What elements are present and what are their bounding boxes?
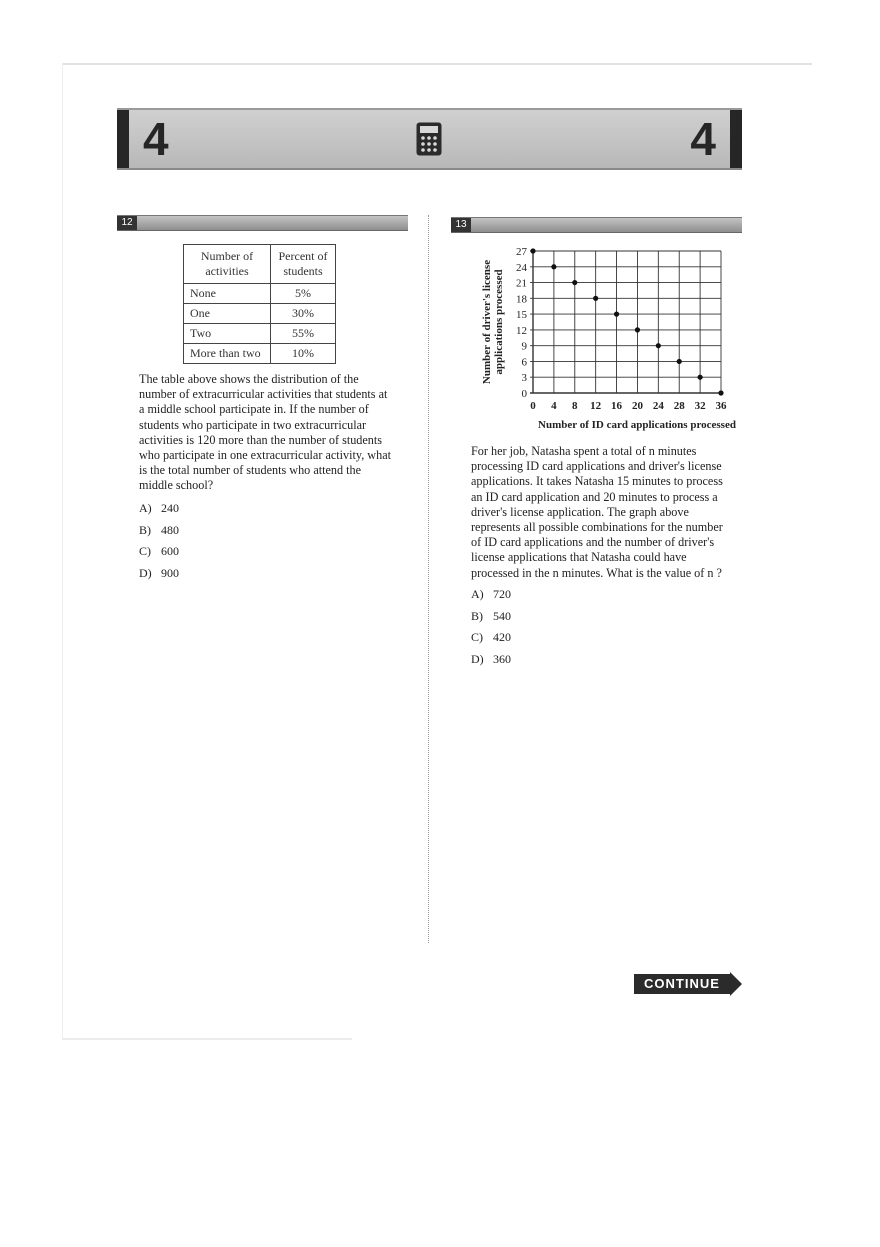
choice-value: 360 [493, 651, 511, 666]
y-tick-label: 15 [516, 309, 527, 322]
choice-value: 420 [493, 630, 511, 645]
y-tick-label: 27 [516, 246, 527, 258]
question-12-choices [139, 500, 179, 586]
activities-cell: None [184, 284, 271, 304]
question-12-text [139, 372, 409, 494]
x-tick-label: 28 [673, 400, 685, 412]
page-top-rule [62, 63, 812, 65]
data-point [530, 248, 535, 253]
choice-letter: C) [471, 630, 483, 645]
text-line: number of extracurricular activities that students at [139, 387, 388, 402]
banner-left-bar [117, 110, 129, 168]
choice-letter: A) [139, 501, 152, 515]
question-13-choices [471, 586, 511, 672]
calculator-icon [416, 122, 442, 156]
column-header-percent: Percent of students [271, 245, 336, 284]
data-point [572, 280, 577, 285]
continue-button[interactable] [634, 972, 746, 996]
percent-cell: 10% [271, 344, 336, 364]
x-tick-label: 16 [611, 400, 623, 412]
answer-choice-d[interactable] [139, 565, 179, 587]
answer-choice-a[interactable] [471, 586, 511, 608]
choice-letter: A) [471, 587, 484, 601]
text-line: processed in the n minutes. What is the value of n ? [471, 565, 722, 580]
section-banner [117, 108, 742, 170]
choice-letter: C) [139, 544, 151, 559]
table-row [184, 344, 336, 364]
text-line: license applications that Natasha could have [471, 550, 687, 565]
data-point [677, 359, 682, 364]
question-13-header [451, 217, 742, 233]
question-13-text [471, 444, 746, 581]
text-line: applications. It takes Natasha 15 minutes to process [471, 474, 723, 489]
text-line: who participate in one extracurricular activity, what [139, 448, 391, 463]
text-line: driver's license application. The graph above [471, 504, 689, 519]
choice-value: 900 [161, 565, 179, 580]
y-tick-label: 3 [521, 372, 527, 385]
x-axis-label: Number of ID card applications processed [538, 419, 736, 431]
choice-value: 540 [493, 608, 511, 623]
text-line: students who participate in two extracurricular [139, 417, 367, 432]
question-12-number: 12 [117, 216, 137, 230]
data-point [656, 343, 661, 348]
activities-table [183, 244, 336, 364]
y-tick-label: 24 [516, 261, 527, 274]
choice-value: 600 [161, 544, 179, 559]
text-line: For her job, Natasha spent a total of n minutes [471, 444, 697, 458]
page-left-rule [62, 63, 63, 1038]
choice-value: 240 [161, 501, 179, 515]
x-tick-label: 4 [551, 400, 557, 412]
answer-choice-c[interactable] [471, 629, 511, 651]
activities-cell: One [184, 304, 271, 324]
column-divider [428, 215, 429, 943]
choice-letter: D) [471, 651, 484, 666]
y-axis-label: Number of driver's licenseapplications processed [481, 259, 505, 385]
y-tick-label: 6 [521, 356, 527, 369]
data-point [551, 264, 556, 269]
x-tick-label: 8 [572, 400, 578, 412]
text-line: is the total number of students who attend the [139, 463, 362, 478]
y-tick-label: 12 [516, 324, 527, 337]
y-tick-label: 0 [521, 388, 527, 400]
choice-letter: D) [139, 565, 152, 580]
choice-value: 720 [493, 587, 511, 601]
scatter-chart [470, 243, 750, 433]
text-line: processing ID card applications and driver's license [471, 459, 722, 474]
data-point [718, 390, 723, 395]
x-tick-label: 32 [694, 400, 706, 412]
choice-letter: B) [139, 522, 151, 537]
page-bottom-rule [62, 1038, 352, 1040]
answer-choice-d[interactable] [471, 651, 511, 673]
text-line: of ID card applications and the number of driver's [471, 535, 715, 550]
percent-cell: 30% [271, 304, 336, 324]
data-point [593, 296, 598, 301]
data-point [614, 312, 619, 317]
table-row [184, 324, 336, 344]
activities-cell: Two [184, 324, 271, 344]
text-line: The table above shows the distribution of the [139, 372, 359, 386]
column-header-activities: Number of activities [184, 245, 271, 284]
answer-choice-b[interactable] [139, 522, 179, 544]
y-tick-label: 21 [516, 277, 527, 290]
percent-cell: 5% [271, 284, 336, 304]
banner-right-bar [730, 110, 742, 168]
table-header-row [184, 245, 336, 284]
answer-choice-a[interactable] [139, 500, 179, 522]
x-tick-label: 36 [715, 400, 727, 412]
answer-choice-b[interactable] [471, 608, 511, 630]
x-tick-label: 24 [652, 400, 664, 412]
text-line: activities is 120 more than the number of students [139, 432, 383, 447]
data-point [698, 375, 703, 380]
text-line: a middle school participate in. If the number of [139, 402, 369, 417]
table-row [184, 304, 336, 324]
continue-label: CONTINUE [634, 974, 730, 994]
question-12-header [117, 215, 408, 231]
table-row [184, 284, 336, 304]
text-line: represents all possible combinations for the number [471, 520, 723, 535]
x-tick-label: 12 [590, 400, 602, 412]
choice-letter: B) [471, 608, 483, 623]
section-number-left: 4 [143, 113, 169, 165]
question-13-number: 13 [451, 218, 471, 232]
y-tick-label: 18 [516, 293, 527, 306]
percent-cell: 55% [271, 324, 336, 344]
x-tick-label: 20 [631, 400, 643, 412]
answer-choice-c[interactable] [139, 543, 179, 565]
section-number-right: 4 [690, 113, 716, 165]
x-tick-label: 0 [530, 400, 536, 412]
arrow-right-icon [730, 972, 742, 996]
text-line: an ID card application and 20 minutes to process a [471, 489, 718, 504]
text-line: middle school? [139, 478, 214, 493]
choice-value: 480 [161, 522, 179, 537]
data-point [635, 327, 640, 332]
y-tick-label: 9 [521, 340, 527, 353]
activities-cell: More than two [184, 344, 271, 364]
